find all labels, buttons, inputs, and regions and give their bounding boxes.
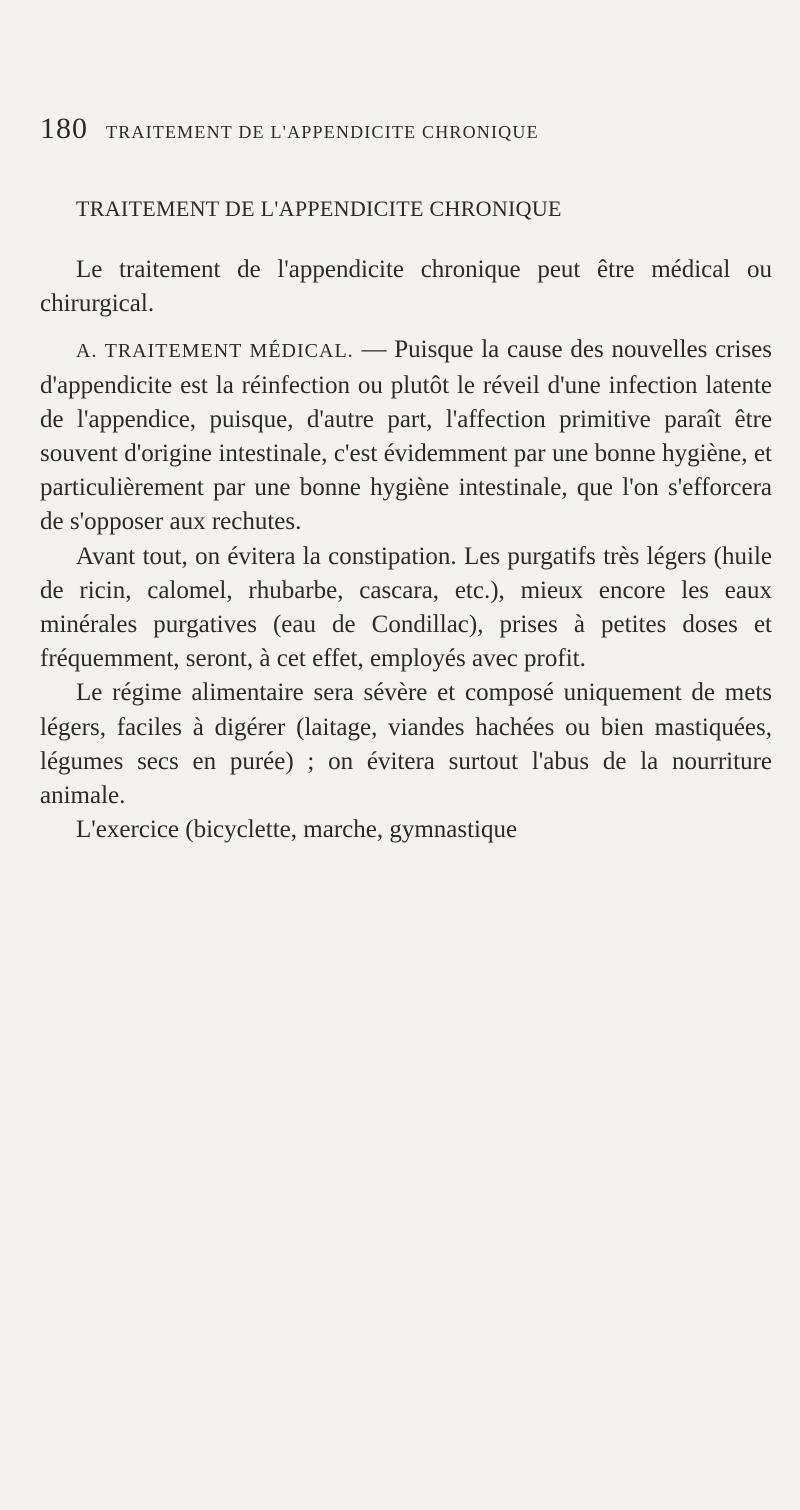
paragraph-constipation: Avant tout, on évitera la constipation. Les purgatifs très légers (huile de ricin, calomel, rhubarbe, cascara, etc.), mieux encore les eaux minérales purgatives (eau de Condillac), prises à petites doses et fréquemment, seront, à cet effet, employés avec profit. (40, 542, 772, 673)
paragraph-medical-treatment (40, 333, 772, 539)
paragraph-exercise: L'exercice (bicyclette, marche, gymnastique (76, 816, 518, 844)
paragraph-medical-text: — Puisque la cause des nouvelles crises d'appendicite est la réinfection ou plutôt le réveil d'une infection latente de l'appendice, puisque, d'autre part, l'affection primitive paraît être souvent d'origine intestinale, c'est évidemment par une bonne hygiène, et particulièrement par une bonne hygiène intestinale, que l'on s'efforcera de s'opposer aux rechutes. (40, 336, 773, 536)
section-title: TRAITEMENT DE L'APPENDICITE CHRONIQUE (76, 196, 562, 221)
running-head (40, 112, 760, 146)
paragraph-regime: Le régime alimentaire sera sévère et composé uniquement de mets légers, faciles à digérer (laitage, viandes hachées ou bien mastiquées, légumes secs en purée) ; on évitera surtout l'abus de la nourriture animale. (40, 679, 772, 810)
paragraph-intro: Le traitement de l'appendicite chronique peut être médical ou chirurgical. (40, 256, 772, 318)
page-number: 180 (40, 112, 88, 145)
body-text (40, 253, 772, 847)
subsection-label: A. TRAITEMENT MÉDICAL. (76, 340, 354, 363)
running-title: TRAITEMENT DE L'APPENDICITE CHRONIQUE (106, 122, 539, 142)
